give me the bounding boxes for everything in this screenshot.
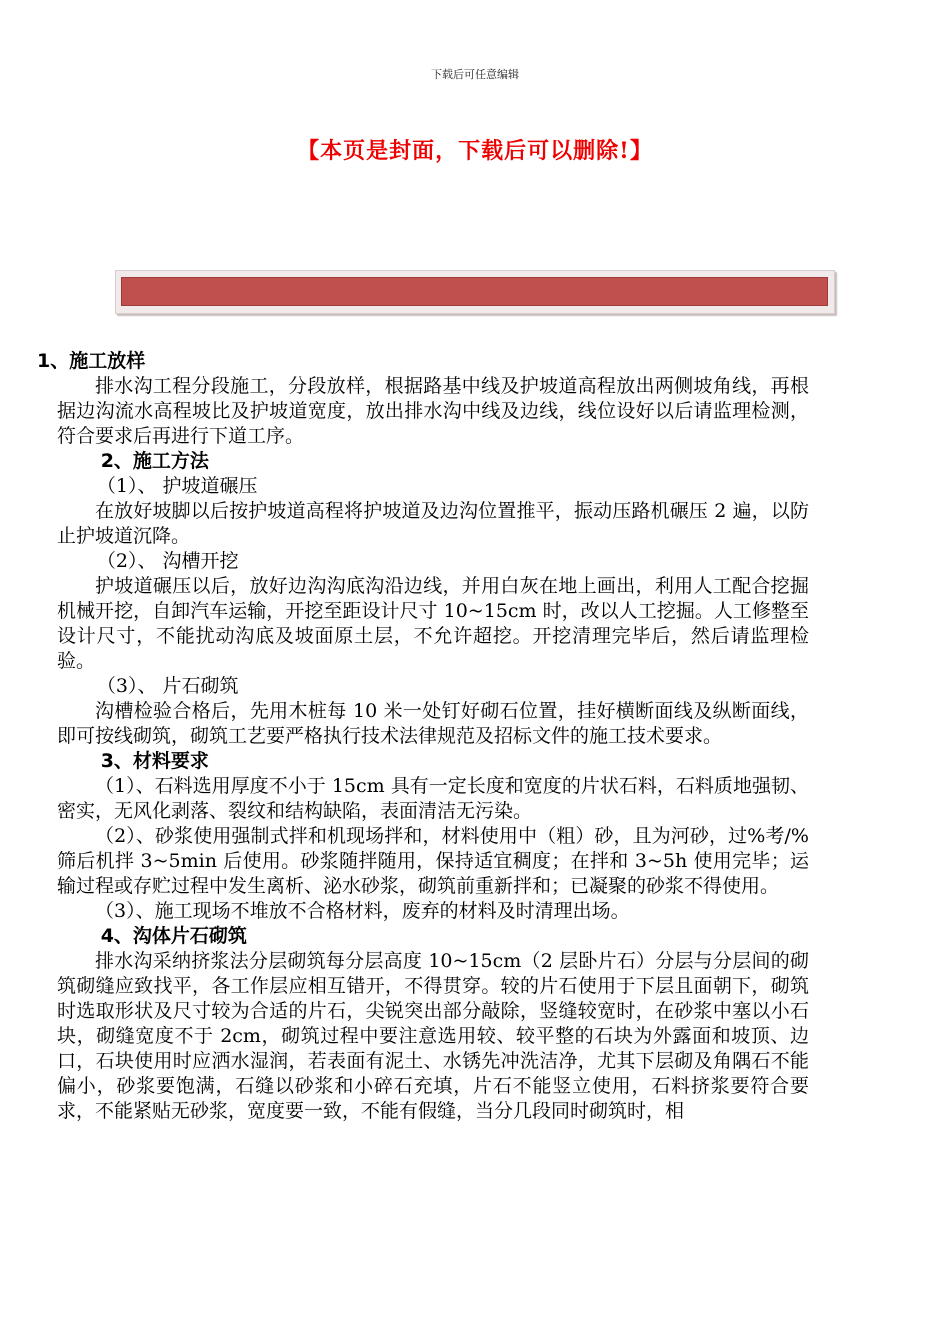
section-2-subheading-2: （2）、 沟槽开挖 — [96, 550, 239, 572]
section-2-title: 2、施工方法 — [100, 450, 209, 472]
section-1-title: 1、施工放样 — [37, 350, 146, 372]
cover-notice: 【本页是封面，下载后可以删除!】 — [297, 138, 653, 164]
section-2-paragraph-1: 在放好坡脚以后按护坡道高程将护坡道及边沟位置推平，振动压路机碾压 2 遍，以防止护坡道沉降。 — [57, 500, 809, 547]
decorative-banner — [115, 270, 835, 314]
section-2-subheading-3: （3）、 片石砌筑 — [96, 675, 239, 697]
section-2-subheading-1: （1）、 护坡道碾压 — [96, 475, 258, 497]
section-1-paragraph: 排水沟工程分段施工，分段放样，根据路基中线及护坡道高程放出两侧坡角线，再根据边沟流水高程坡比及护坡道宽度，放出排水沟中线及边线，线位设好以后请监理检测，符合要求后再进行下道工序。 — [57, 375, 809, 447]
section-4-title: 4、沟体片石砌筑 — [100, 925, 247, 947]
document-body — [37, 349, 809, 1124]
section-3-title: 3、材料要求 — [100, 750, 209, 772]
header-note: 下载后可任意编辑 — [431, 68, 519, 81]
section-3-paragraph-2: （2）、砂浆使用强制式拌和机现场拌和，材料使用中（粗）砂，且为河砂，过%考/%筛后机拌 3~5min 后使用。砂浆随拌随用，保持适宜稠度；在拌和 3~5h 使用完毕；运输过程或存贮过程中发生离析、泌水砂浆，砌筑前重新拌和；已凝聚的砂浆不得使用。 — [57, 825, 809, 897]
decorative-banner-fill — [121, 277, 828, 306]
section-4-paragraph-1: 排水沟采纳挤浆法分层砌筑每分层高度 10~15cm（2 层卧片石）分层与分层间的砌筑砌缝应致找平，各工作层应相互错开，不得贯穿。较的片石使用于下层且面朝下，砌筑时选取形状及尺寸较为合适的片石，尖锐突出部分敲除，竖缝较宽时，在砂浆中塞以小石块，砌缝宽度不于 2cm，砌筑过程中要注意选用较、较平整的石块为外露面和坡顶、边口，石块使用时应洒水湿润，若表面有泥土、水锈先冲洗洁净，尤其下层砌及角隅石不能偏小，砂浆要饱满，石缝以砂浆和小碎石充填，片石不能竖立使用，石料挤浆要符合要求，不能紧贴无砂浆，宽度要一致，不能有假缝，当分几段同时砌筑时，相 — [57, 950, 809, 1122]
section-2-paragraph-2: 护坡道碾压以后，放好边沟沟底沟沿边线，并用白灰在地上画出，利用人工配合挖掘机械开挖，自卸汽车运输，开挖至距设计尺寸 10~15cm 时，改以人工挖掘。人工修整至设计尺寸，不能扰动沟底及坡面原土层，不允许超挖。开挖清理完毕后，然后请监理检验。 — [57, 575, 809, 672]
section-2-paragraph-3: 沟槽检验合格后，先用木桩每 10 米一处钉好砌石位置，挂好横断面线及纵断面线，即可按线砌筑，砌筑工艺要严格执行技术法律规范及招标文件的施工技术要求。 — [57, 700, 809, 747]
section-3-paragraph-3: （3）、施工现场不堆放不合格材料，废弃的材料及时清理出场。 — [95, 900, 630, 922]
section-3-paragraph-1: （1）、石料选用厚度不小于 15cm 具有一定长度和宽度的片状石料，石料质地强韧、密实，无风化剥落、裂纹和结构缺陷，表面清洁无污染。 — [57, 775, 809, 822]
